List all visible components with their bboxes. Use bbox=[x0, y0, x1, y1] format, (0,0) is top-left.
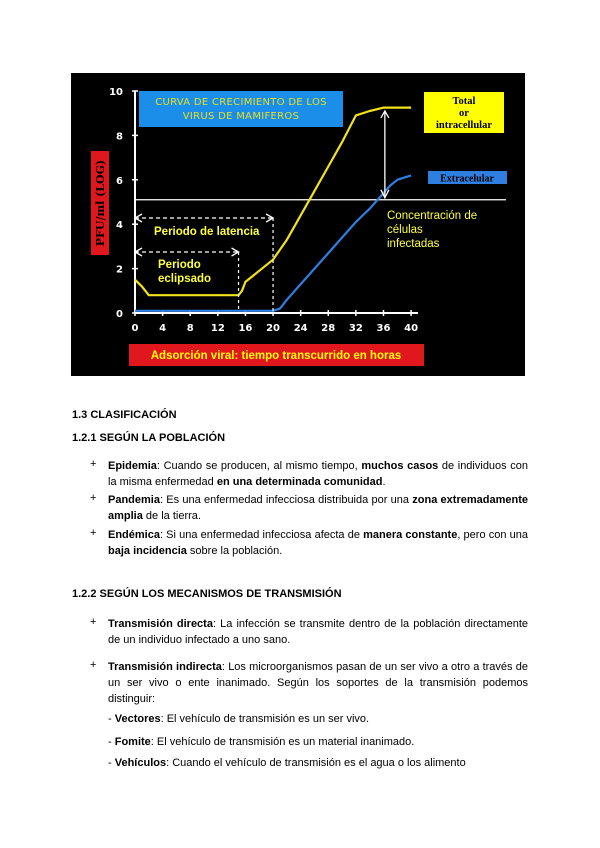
bullet-marker: + bbox=[90, 458, 97, 470]
bold-text: zona extremadamente amplia bbox=[108, 494, 528, 522]
list-item-epidemia bbox=[108, 458, 528, 490]
list-item-pandemia bbox=[108, 492, 528, 524]
term-vehiculos: Vehículos bbox=[114, 757, 167, 769]
dash: - bbox=[108, 713, 115, 725]
bold-text: muchos casos bbox=[361, 460, 439, 472]
text: : Cuando el vehículo de transmisión es el agua o los alimento bbox=[166, 757, 466, 769]
y-tick-label: 6 bbox=[116, 175, 123, 187]
legend-total-line1: Total bbox=[452, 96, 476, 107]
list-item-endemica bbox=[108, 527, 528, 559]
growth-curve-chart bbox=[71, 73, 525, 376]
text: de individuos con la misma enfermedad bbox=[108, 460, 529, 488]
x-tick-label: 4 bbox=[159, 323, 167, 334]
x-tick-label: 28 bbox=[321, 323, 336, 334]
list-item-transmision-indirecta bbox=[108, 659, 528, 707]
x-tick-label: 40 bbox=[404, 323, 419, 334]
term-vectores: Vectores bbox=[114, 713, 161, 725]
text: sobre la población. bbox=[186, 545, 283, 557]
latency-label: Periodo de latencia bbox=[154, 226, 260, 238]
term-epidemia: Epidemia bbox=[108, 460, 157, 472]
section-heading-transmision: 1.2.2 SEGÚN LOS MECANISMOS DE TRANSMISIÓN bbox=[72, 588, 342, 600]
y-tick-label: 10 bbox=[109, 87, 123, 98]
bullet-marker: + bbox=[90, 616, 97, 628]
x-tick-label: 32 bbox=[348, 323, 363, 334]
x-axis-label: Adsorción viral: tiempo transcurrido en horas bbox=[150, 350, 402, 362]
text: : El vehículo de transmisión es un ser vivo. bbox=[160, 713, 370, 725]
bold-text: en una determinada comunidad bbox=[216, 476, 383, 488]
concentration-label-line3: infectadas bbox=[387, 238, 440, 250]
dash: - bbox=[108, 736, 115, 748]
dash: - bbox=[108, 757, 115, 769]
concentration-label-line1: Concentración de bbox=[387, 210, 478, 222]
x-tick-label: 8 bbox=[186, 323, 194, 334]
text: de la tierra. bbox=[142, 510, 201, 522]
term-transmision-directa: Transmisión directa bbox=[108, 618, 213, 630]
x-tick-label: 16 bbox=[238, 323, 253, 334]
term-fomite: Fomite bbox=[114, 736, 151, 748]
eclipse-label-line1: Periodo bbox=[158, 259, 201, 271]
text: : Cuando se producen, al mismo tiempo, bbox=[156, 460, 362, 472]
term-endemica: Endémica bbox=[108, 529, 160, 541]
y-tick-label: 4 bbox=[116, 220, 123, 232]
section-heading-poblacion: 1.2.1 SEGÚN LA POBLACIÓN bbox=[72, 432, 226, 444]
x-tick-label: 24 bbox=[293, 323, 308, 334]
text: , pero con una bbox=[457, 529, 528, 541]
x-tick-label: 0 bbox=[131, 323, 139, 334]
y-axis-label: PFU/ml (LOG) bbox=[94, 159, 107, 247]
text: : Los microorganismos pasan de un ser vivo a otro a través de un ser vivo o ente inanimado. Según los soportes de la transmisión podemos distinguir: bbox=[108, 661, 529, 705]
eclipse-label-line2: eclipsado bbox=[158, 273, 212, 285]
sub-item-fomite bbox=[108, 734, 414, 750]
text: : Es una enfermedad infecciosa distribuida por una bbox=[159, 494, 413, 506]
concentration-label-line2: células bbox=[387, 224, 423, 236]
text: . bbox=[382, 476, 386, 488]
bold-text: manera constante bbox=[363, 529, 458, 541]
term-pandemia: Pandemia bbox=[108, 494, 160, 506]
x-tick-label: 36 bbox=[376, 323, 391, 334]
sub-item-vehiculos bbox=[108, 755, 466, 771]
bold-text: baja incidencia bbox=[108, 545, 187, 557]
bullet-marker: + bbox=[90, 659, 97, 671]
term-transmision-indirecta: Transmisión indirecta bbox=[108, 661, 222, 673]
y-tick-label: 2 bbox=[116, 264, 123, 276]
y-tick-label: 8 bbox=[116, 131, 123, 143]
legend-extracellular-label: Extracelular bbox=[440, 173, 494, 185]
legend-total-line3: intracellular bbox=[436, 120, 492, 131]
section-heading-clasificacion: 1.3 CLASIFICACIÓN bbox=[72, 409, 177, 421]
bullet-marker: + bbox=[90, 492, 97, 504]
chart-title-line1: CURVA DE CRECIMIENTO DE LOS bbox=[155, 97, 327, 108]
text: : Si una enfermedad infecciosa afecta de bbox=[159, 529, 364, 541]
bullet-marker: + bbox=[90, 527, 97, 539]
sub-item-vectores bbox=[108, 711, 369, 727]
text: : La infección se transmite dentro de la población directamente de un individuo infectado a uno sano. bbox=[108, 618, 528, 646]
growth-curve-figure bbox=[71, 73, 525, 376]
x-tick-label: 12 bbox=[210, 323, 225, 334]
list-item-transmision-directa bbox=[108, 616, 528, 648]
text: : El vehículo de transmisión es un material inanimado. bbox=[150, 736, 415, 748]
legend-total-line2: or bbox=[459, 108, 469, 119]
chart-title-line2: VIRUS DE MAMIFEROS bbox=[182, 111, 300, 122]
y-tick-label: 0 bbox=[116, 309, 123, 320]
x-tick-label: 20 bbox=[266, 323, 281, 334]
